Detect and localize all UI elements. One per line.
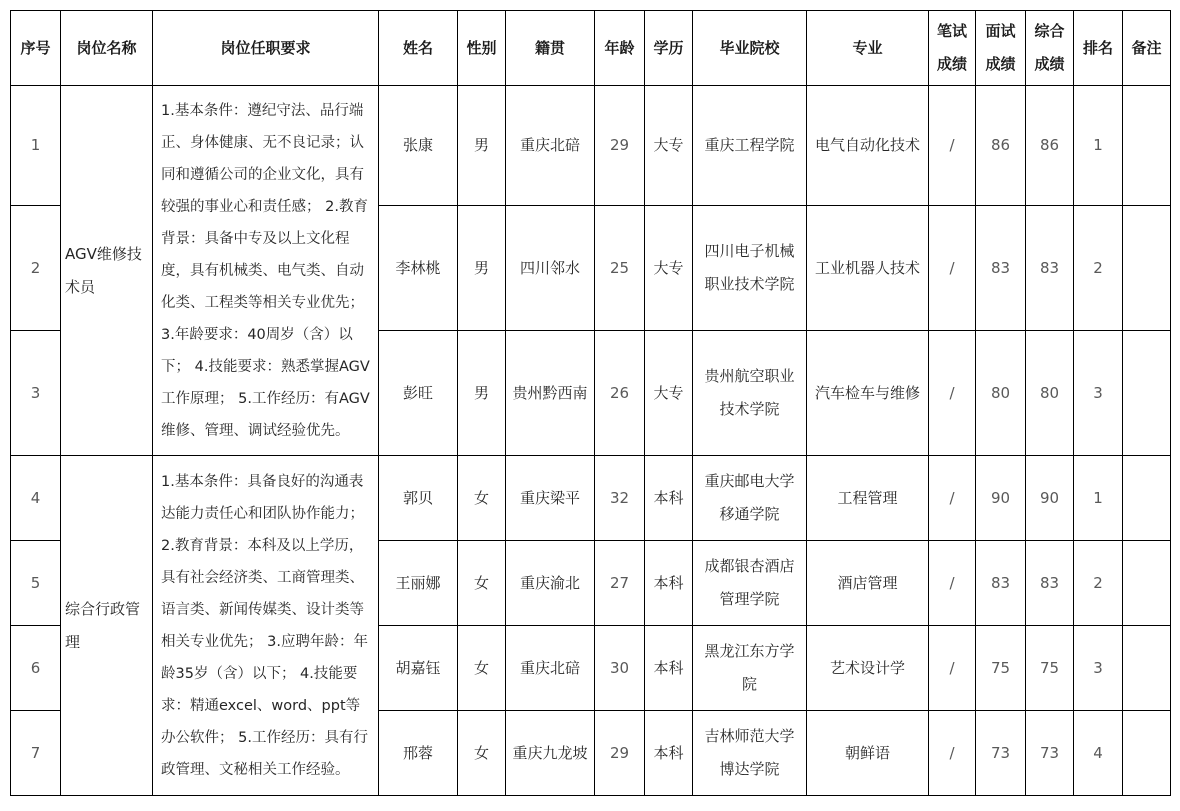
cell-serial: 4 (11, 456, 61, 541)
header-serial: 序号 (11, 11, 61, 86)
cell-major: 朝鲜语 (807, 711, 929, 796)
cell-interview-score: 83 (976, 541, 1026, 626)
cell-written-score: / (929, 206, 976, 331)
header-hometown: 籍贯 (506, 11, 595, 86)
cell-education: 本科 (645, 456, 693, 541)
cell-hometown: 重庆渝北 (506, 541, 595, 626)
cell-school: 黑龙江东方学院 (693, 626, 807, 711)
cell-hometown: 重庆北碚 (506, 86, 595, 206)
cell-gender: 男 (458, 206, 506, 331)
cell-written-score: / (929, 456, 976, 541)
cell-rank: 2 (1074, 541, 1123, 626)
cell-written-score: / (929, 711, 976, 796)
cell-hometown: 重庆梁平 (506, 456, 595, 541)
cell-remark (1123, 331, 1171, 456)
cell-interview-score: 75 (976, 626, 1026, 711)
cell-overall-score: 73 (1026, 711, 1074, 796)
cell-serial: 7 (11, 711, 61, 796)
cell-interview-score: 90 (976, 456, 1026, 541)
cell-hometown: 四川邻水 (506, 206, 595, 331)
header-rank: 排名 (1074, 11, 1123, 86)
table-row (11, 456, 1171, 541)
cell-written-score: / (929, 626, 976, 711)
cell-gender: 女 (458, 711, 506, 796)
cell-serial: 1 (11, 86, 61, 206)
cell-rank: 1 (1074, 456, 1123, 541)
cell-overall-score: 86 (1026, 86, 1074, 206)
cell-requirements: 1.基本条件：具备良好的沟通表达能力责任心和团队协作能力；2.教育背景：本科及以上学历，具有社会经济类、工商管理类、语言类、新闻传媒类、设计类等相关专业优先； 3.应聘年龄：年龄35岁（含）以下； 4.技能要求：精通excel、word、ppt等办公软件； 5.工作经历：具有行政管理、文秘相关工作经验。 (153, 456, 379, 796)
cell-school: 吉林师范大学博达学院 (693, 711, 807, 796)
cell-name: 王丽娜 (379, 541, 458, 626)
cell-remark (1123, 541, 1171, 626)
cell-gender: 男 (458, 86, 506, 206)
cell-age: 25 (595, 206, 645, 331)
cell-hometown: 贵州黔西南 (506, 331, 595, 456)
cell-age: 29 (595, 86, 645, 206)
cell-gender: 女 (458, 456, 506, 541)
cell-age: 32 (595, 456, 645, 541)
cell-interview-score: 86 (976, 86, 1026, 206)
cell-age: 27 (595, 541, 645, 626)
cell-education: 本科 (645, 541, 693, 626)
cell-school: 成都银杏酒店管理学院 (693, 541, 807, 626)
cell-rank: 3 (1074, 626, 1123, 711)
header-gender: 性别 (458, 11, 506, 86)
cell-interview-score: 73 (976, 711, 1026, 796)
cell-education: 大专 (645, 331, 693, 456)
cell-position-name: 综合行政管理 (61, 456, 153, 796)
cell-position-name: AGV维修技术员 (61, 86, 153, 456)
recruitment-table (10, 10, 1171, 796)
cell-age: 30 (595, 626, 645, 711)
cell-requirements: 1.基本条件：遵纪守法、品行端正、身体健康、无不良记录；认同和遵循公司的企业文化，具有较强的事业心和责任感； 2.教育背景：具备中专及以上文化程度，具有机械类、电气类、自动化类、工程类等相关专业优先；3.年龄要求：40周岁（含）以下； 4.技能要求：熟悉掌握AGV工作原理； 5.工作经历：有AGV维修、管理、调试经验优先。 (153, 86, 379, 456)
cell-name: 邢蓉 (379, 711, 458, 796)
cell-education: 大专 (645, 86, 693, 206)
cell-serial: 3 (11, 331, 61, 456)
cell-serial: 5 (11, 541, 61, 626)
cell-gender: 女 (458, 626, 506, 711)
cell-remark (1123, 86, 1171, 206)
cell-written-score: / (929, 541, 976, 626)
cell-major: 汽车检车与维修 (807, 331, 929, 456)
cell-overall-score: 75 (1026, 626, 1074, 711)
cell-remark (1123, 456, 1171, 541)
header-remark: 备注 (1123, 11, 1171, 86)
cell-gender: 男 (458, 331, 506, 456)
cell-school: 四川电子机械职业技术学院 (693, 206, 807, 331)
cell-education: 大专 (645, 206, 693, 331)
cell-school: 重庆工程学院 (693, 86, 807, 206)
cell-age: 26 (595, 331, 645, 456)
cell-overall-score: 83 (1026, 541, 1074, 626)
cell-overall-score: 80 (1026, 331, 1074, 456)
cell-major: 电气自动化技术 (807, 86, 929, 206)
table-row (11, 86, 1171, 206)
cell-age: 29 (595, 711, 645, 796)
cell-name: 张康 (379, 86, 458, 206)
header-written-score: 笔试成绩 (929, 11, 976, 86)
cell-name: 郭贝 (379, 456, 458, 541)
header-requirements: 岗位任职要求 (153, 11, 379, 86)
header-overall-score: 综合成绩 (1026, 11, 1074, 86)
cell-name: 李林桃 (379, 206, 458, 331)
cell-name: 彭旺 (379, 331, 458, 456)
cell-remark (1123, 711, 1171, 796)
cell-rank: 4 (1074, 711, 1123, 796)
cell-written-score: / (929, 331, 976, 456)
cell-serial: 6 (11, 626, 61, 711)
cell-major: 工业机器人技术 (807, 206, 929, 331)
header-school: 毕业院校 (693, 11, 807, 86)
cell-remark (1123, 206, 1171, 331)
header-major: 专业 (807, 11, 929, 86)
cell-hometown: 重庆北碚 (506, 626, 595, 711)
header-age: 年龄 (595, 11, 645, 86)
cell-education: 本科 (645, 626, 693, 711)
cell-interview-score: 83 (976, 206, 1026, 331)
cell-remark (1123, 626, 1171, 711)
header-interview-score: 面试成绩 (976, 11, 1026, 86)
cell-interview-score: 80 (976, 331, 1026, 456)
cell-serial: 2 (11, 206, 61, 331)
cell-hometown: 重庆九龙坡 (506, 711, 595, 796)
cell-overall-score: 90 (1026, 456, 1074, 541)
cell-gender: 女 (458, 541, 506, 626)
header-name: 姓名 (379, 11, 458, 86)
cell-school: 贵州航空职业技术学院 (693, 331, 807, 456)
cell-rank: 2 (1074, 206, 1123, 331)
cell-major: 酒店管理 (807, 541, 929, 626)
cell-written-score: / (929, 86, 976, 206)
header-education: 学历 (645, 11, 693, 86)
cell-name: 胡嘉钰 (379, 626, 458, 711)
cell-rank: 3 (1074, 331, 1123, 456)
cell-education: 本科 (645, 711, 693, 796)
cell-school: 重庆邮电大学移通学院 (693, 456, 807, 541)
header-position-name: 岗位名称 (61, 11, 153, 86)
cell-major: 艺术设计学 (807, 626, 929, 711)
cell-major: 工程管理 (807, 456, 929, 541)
table-header-row (11, 11, 1171, 86)
cell-overall-score: 83 (1026, 206, 1074, 331)
cell-rank: 1 (1074, 86, 1123, 206)
